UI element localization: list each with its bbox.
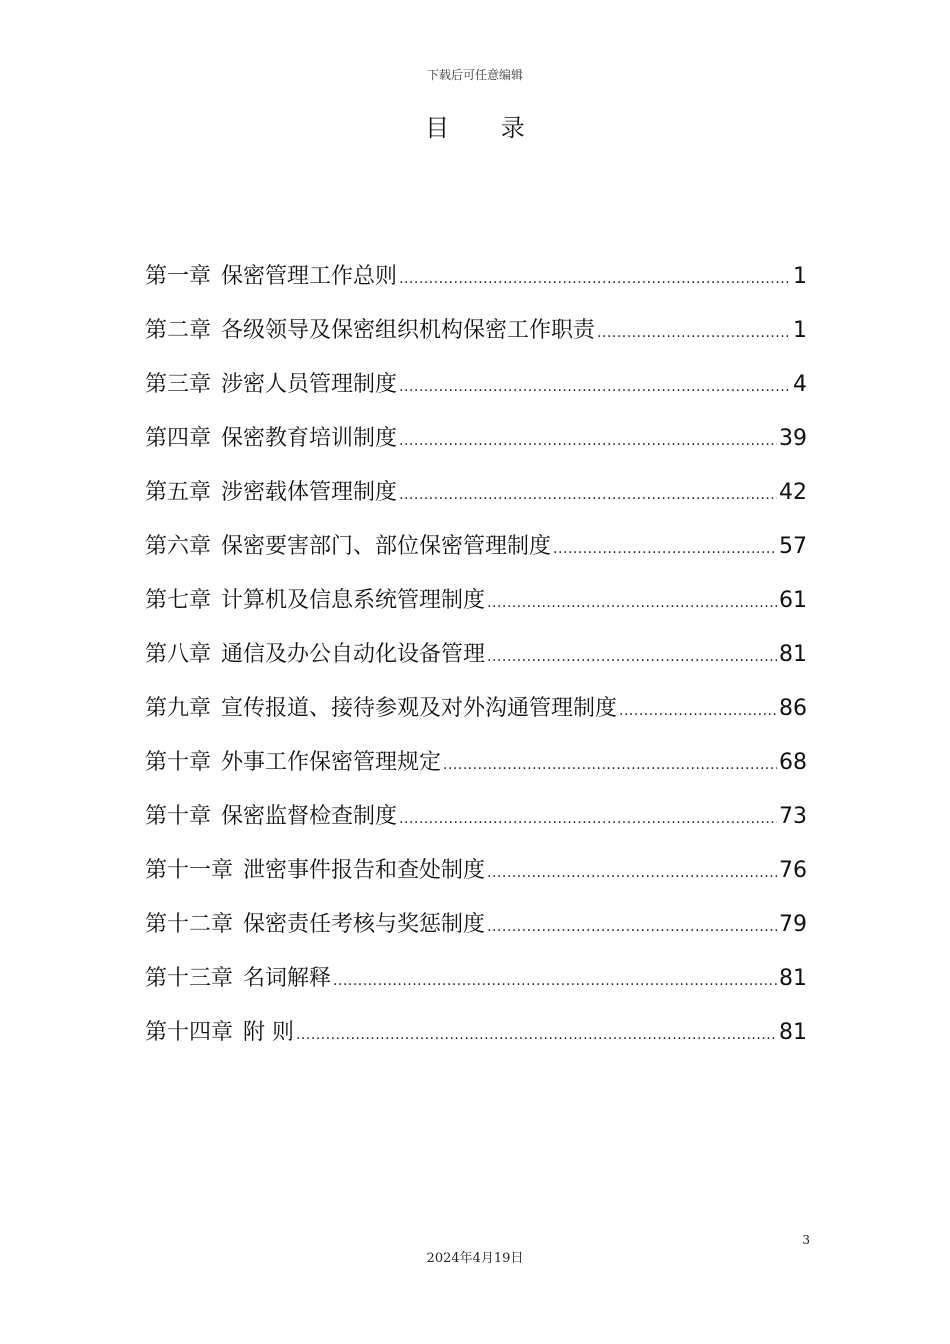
toc-chapter: 第十二章 <box>145 912 234 937</box>
toc-page-number: 57 <box>779 534 807 559</box>
toc-chapter: 第五章 <box>145 480 212 505</box>
toc-item-11[interactable] <box>145 792 807 846</box>
toc-title: 目 录 <box>425 114 547 142</box>
toc-page-number: 1 <box>793 264 807 289</box>
toc-leader-dots <box>399 254 791 304</box>
toc-heading: 泄密事件报告和查处制度 <box>243 858 486 883</box>
toc-page-number: 42 <box>779 480 807 505</box>
toc-heading: 宣传报道、接待参观及对外沟通管理制度 <box>221 696 618 721</box>
toc-heading: 通信及办公自动化设备管理 <box>221 642 486 667</box>
toc-heading: 保密教育培训制度 <box>221 426 398 451</box>
table-of-contents <box>145 252 807 1062</box>
toc-chapter: 第十三章 <box>145 966 234 991</box>
toc-page-number: 39 <box>779 426 807 451</box>
toc-chapter: 第十章 <box>145 804 212 829</box>
toc-chapter: 第六章 <box>145 534 212 559</box>
toc-item-7[interactable] <box>145 576 807 630</box>
toc-item-12[interactable] <box>145 846 807 900</box>
toc-item-8[interactable] <box>145 630 807 684</box>
toc-item-15[interactable] <box>145 1008 807 1062</box>
toc-page-number: 73 <box>779 804 807 829</box>
toc-item-6[interactable] <box>145 522 807 576</box>
toc-leader-dots <box>487 848 777 898</box>
toc-leader-dots <box>597 308 791 358</box>
header-note: 下载后可任意编辑 <box>426 68 523 82</box>
toc-leader-dots <box>399 416 777 466</box>
toc-item-4[interactable] <box>145 414 807 468</box>
toc-heading: 涉密载体管理制度 <box>221 480 398 505</box>
toc-heading: 附 则 <box>243 1020 295 1045</box>
toc-page-number: 76 <box>779 858 807 883</box>
toc-leader-dots <box>443 740 777 790</box>
toc-leader-dots <box>333 956 777 1006</box>
toc-chapter: 第一章 <box>145 264 212 289</box>
toc-chapter: 第四章 <box>145 426 212 451</box>
toc-heading: 保密责任考核与奖惩制度 <box>243 912 486 937</box>
toc-page-number: 81 <box>779 642 807 667</box>
toc-leader-dots <box>553 524 777 574</box>
toc-page-number: 86 <box>779 696 807 721</box>
toc-chapter: 第八章 <box>145 642 212 667</box>
toc-page-number: 79 <box>779 912 807 937</box>
toc-chapter: 第二章 <box>145 318 212 343</box>
toc-chapter: 第十四章 <box>145 1020 234 1045</box>
toc-leader-dots <box>487 902 777 952</box>
toc-page-number: 1 <box>793 318 807 343</box>
toc-chapter: 第十一章 <box>145 858 234 883</box>
toc-item-9[interactable] <box>145 684 807 738</box>
toc-heading: 外事工作保密管理规定 <box>221 750 442 775</box>
toc-heading: 名词解释 <box>243 966 332 991</box>
toc-heading: 保密监督检查制度 <box>221 804 398 829</box>
toc-item-3[interactable] <box>145 360 807 414</box>
footer-date: 2024年4月19日 <box>426 1251 524 1266</box>
toc-chapter: 第九章 <box>145 696 212 721</box>
toc-heading: 保密管理工作总则 <box>221 264 398 289</box>
toc-page-number: 81 <box>779 966 807 991</box>
toc-leader-dots <box>487 578 777 628</box>
toc-heading: 保密要害部门、部位保密管理制度 <box>221 534 552 559</box>
toc-page-number: 68 <box>779 750 807 775</box>
toc-chapter: 第七章 <box>145 588 212 613</box>
toc-page-number: 4 <box>793 372 807 397</box>
toc-heading: 计算机及信息系统管理制度 <box>221 588 486 613</box>
toc-heading: 各级领导及保密组织机构保密工作职责 <box>221 318 596 343</box>
toc-item-10[interactable] <box>145 738 807 792</box>
toc-leader-dots <box>399 470 777 520</box>
toc-item-2[interactable] <box>145 306 807 360</box>
toc-item-1[interactable] <box>145 252 807 306</box>
toc-leader-dots <box>296 1010 777 1060</box>
page-number: 3 <box>802 1233 810 1247</box>
toc-heading: 涉密人员管理制度 <box>221 372 398 397</box>
toc-leader-dots <box>399 794 777 844</box>
toc-leader-dots <box>399 362 791 412</box>
toc-leader-dots <box>487 632 777 682</box>
toc-item-14[interactable] <box>145 954 807 1008</box>
toc-leader-dots <box>619 686 777 736</box>
toc-page-number: 61 <box>779 588 807 613</box>
toc-page-number: 81 <box>779 1020 807 1045</box>
toc-item-5[interactable] <box>145 468 807 522</box>
toc-chapter: 第十章 <box>145 750 212 775</box>
toc-item-13[interactable] <box>145 900 807 954</box>
toc-chapter: 第三章 <box>145 372 212 397</box>
